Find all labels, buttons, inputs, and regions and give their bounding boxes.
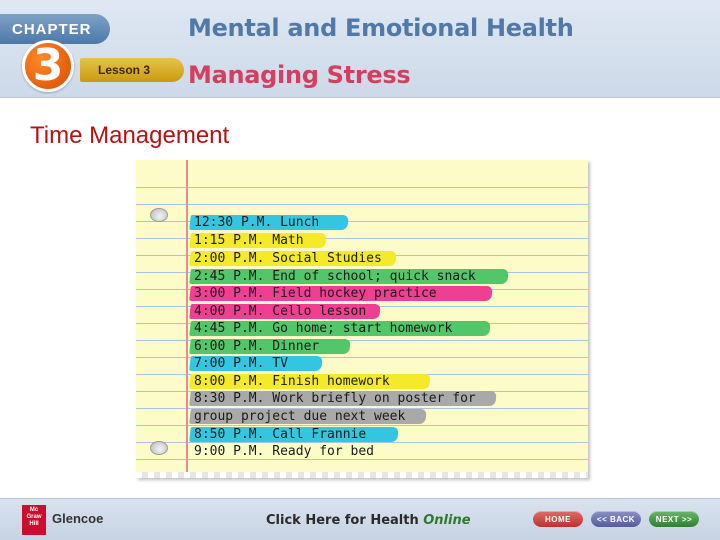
- schedule-entry: 8:30 P.M. Work briefly on poster for: [189, 391, 497, 406]
- link-online: Online: [423, 513, 471, 528]
- chapter-title: Mental and Emotional Health: [188, 14, 574, 42]
- schedule-entry: 6:00 P.M. Dinner: [189, 339, 351, 354]
- binder-hole-icon: [150, 441, 168, 455]
- back-button[interactable]: << BACK: [591, 511, 641, 527]
- section-title: Time Management: [30, 122, 230, 149]
- binder-hole-icon: [150, 208, 168, 222]
- schedule-entry: 12:30 P.M. Lunch: [189, 215, 349, 230]
- lesson-title: Managing Stress: [188, 61, 411, 89]
- torn-paper-edge: [136, 472, 588, 478]
- chapter-number: 3: [22, 40, 74, 92]
- schedule-entry: 4:00 P.M. Cello lesson: [189, 304, 381, 319]
- notepad-margin-line: [186, 160, 188, 478]
- schedule-entry: 2:45 P.M. End of school; quick snack: [189, 269, 509, 284]
- lesson-label: Lesson 3: [80, 58, 184, 82]
- schedule-entry: 3:00 P.M. Field hockey practice: [189, 286, 493, 301]
- next-button[interactable]: NEXT >>: [649, 511, 699, 527]
- schedule-entry: 1:15 P.M. Math: [189, 233, 327, 248]
- schedule-notepad: [136, 160, 588, 478]
- schedule-entry: 7:00 P.M. TV: [189, 356, 323, 371]
- schedule-entry: 4:45 P.M. Go home; start homework: [189, 321, 491, 336]
- link-prefix: Click Here for: [266, 513, 371, 528]
- home-button[interactable]: HOME: [533, 511, 583, 527]
- schedule-entry: 8:50 P.M. Call Frannie: [189, 427, 399, 442]
- health-online-link[interactable]: [266, 513, 471, 528]
- schedule-entry: 2:00 P.M. Social Studies: [189, 251, 397, 266]
- schedule-entry: 8:00 P.M. Finish homework: [189, 374, 431, 389]
- chapter-label: CHAPTER: [0, 14, 110, 44]
- chapter-header: [0, 0, 720, 98]
- schedule-entry: 9:00 P.M. Ready for bed: [189, 444, 403, 459]
- publisher-name: Glencoe: [52, 511, 104, 526]
- mcgraw-hill-logo-icon: Mc Graw Hill: [22, 505, 46, 535]
- schedule-entry: group project due next week: [189, 409, 427, 424]
- link-health: Health: [370, 513, 419, 528]
- slide-footer: [0, 498, 720, 540]
